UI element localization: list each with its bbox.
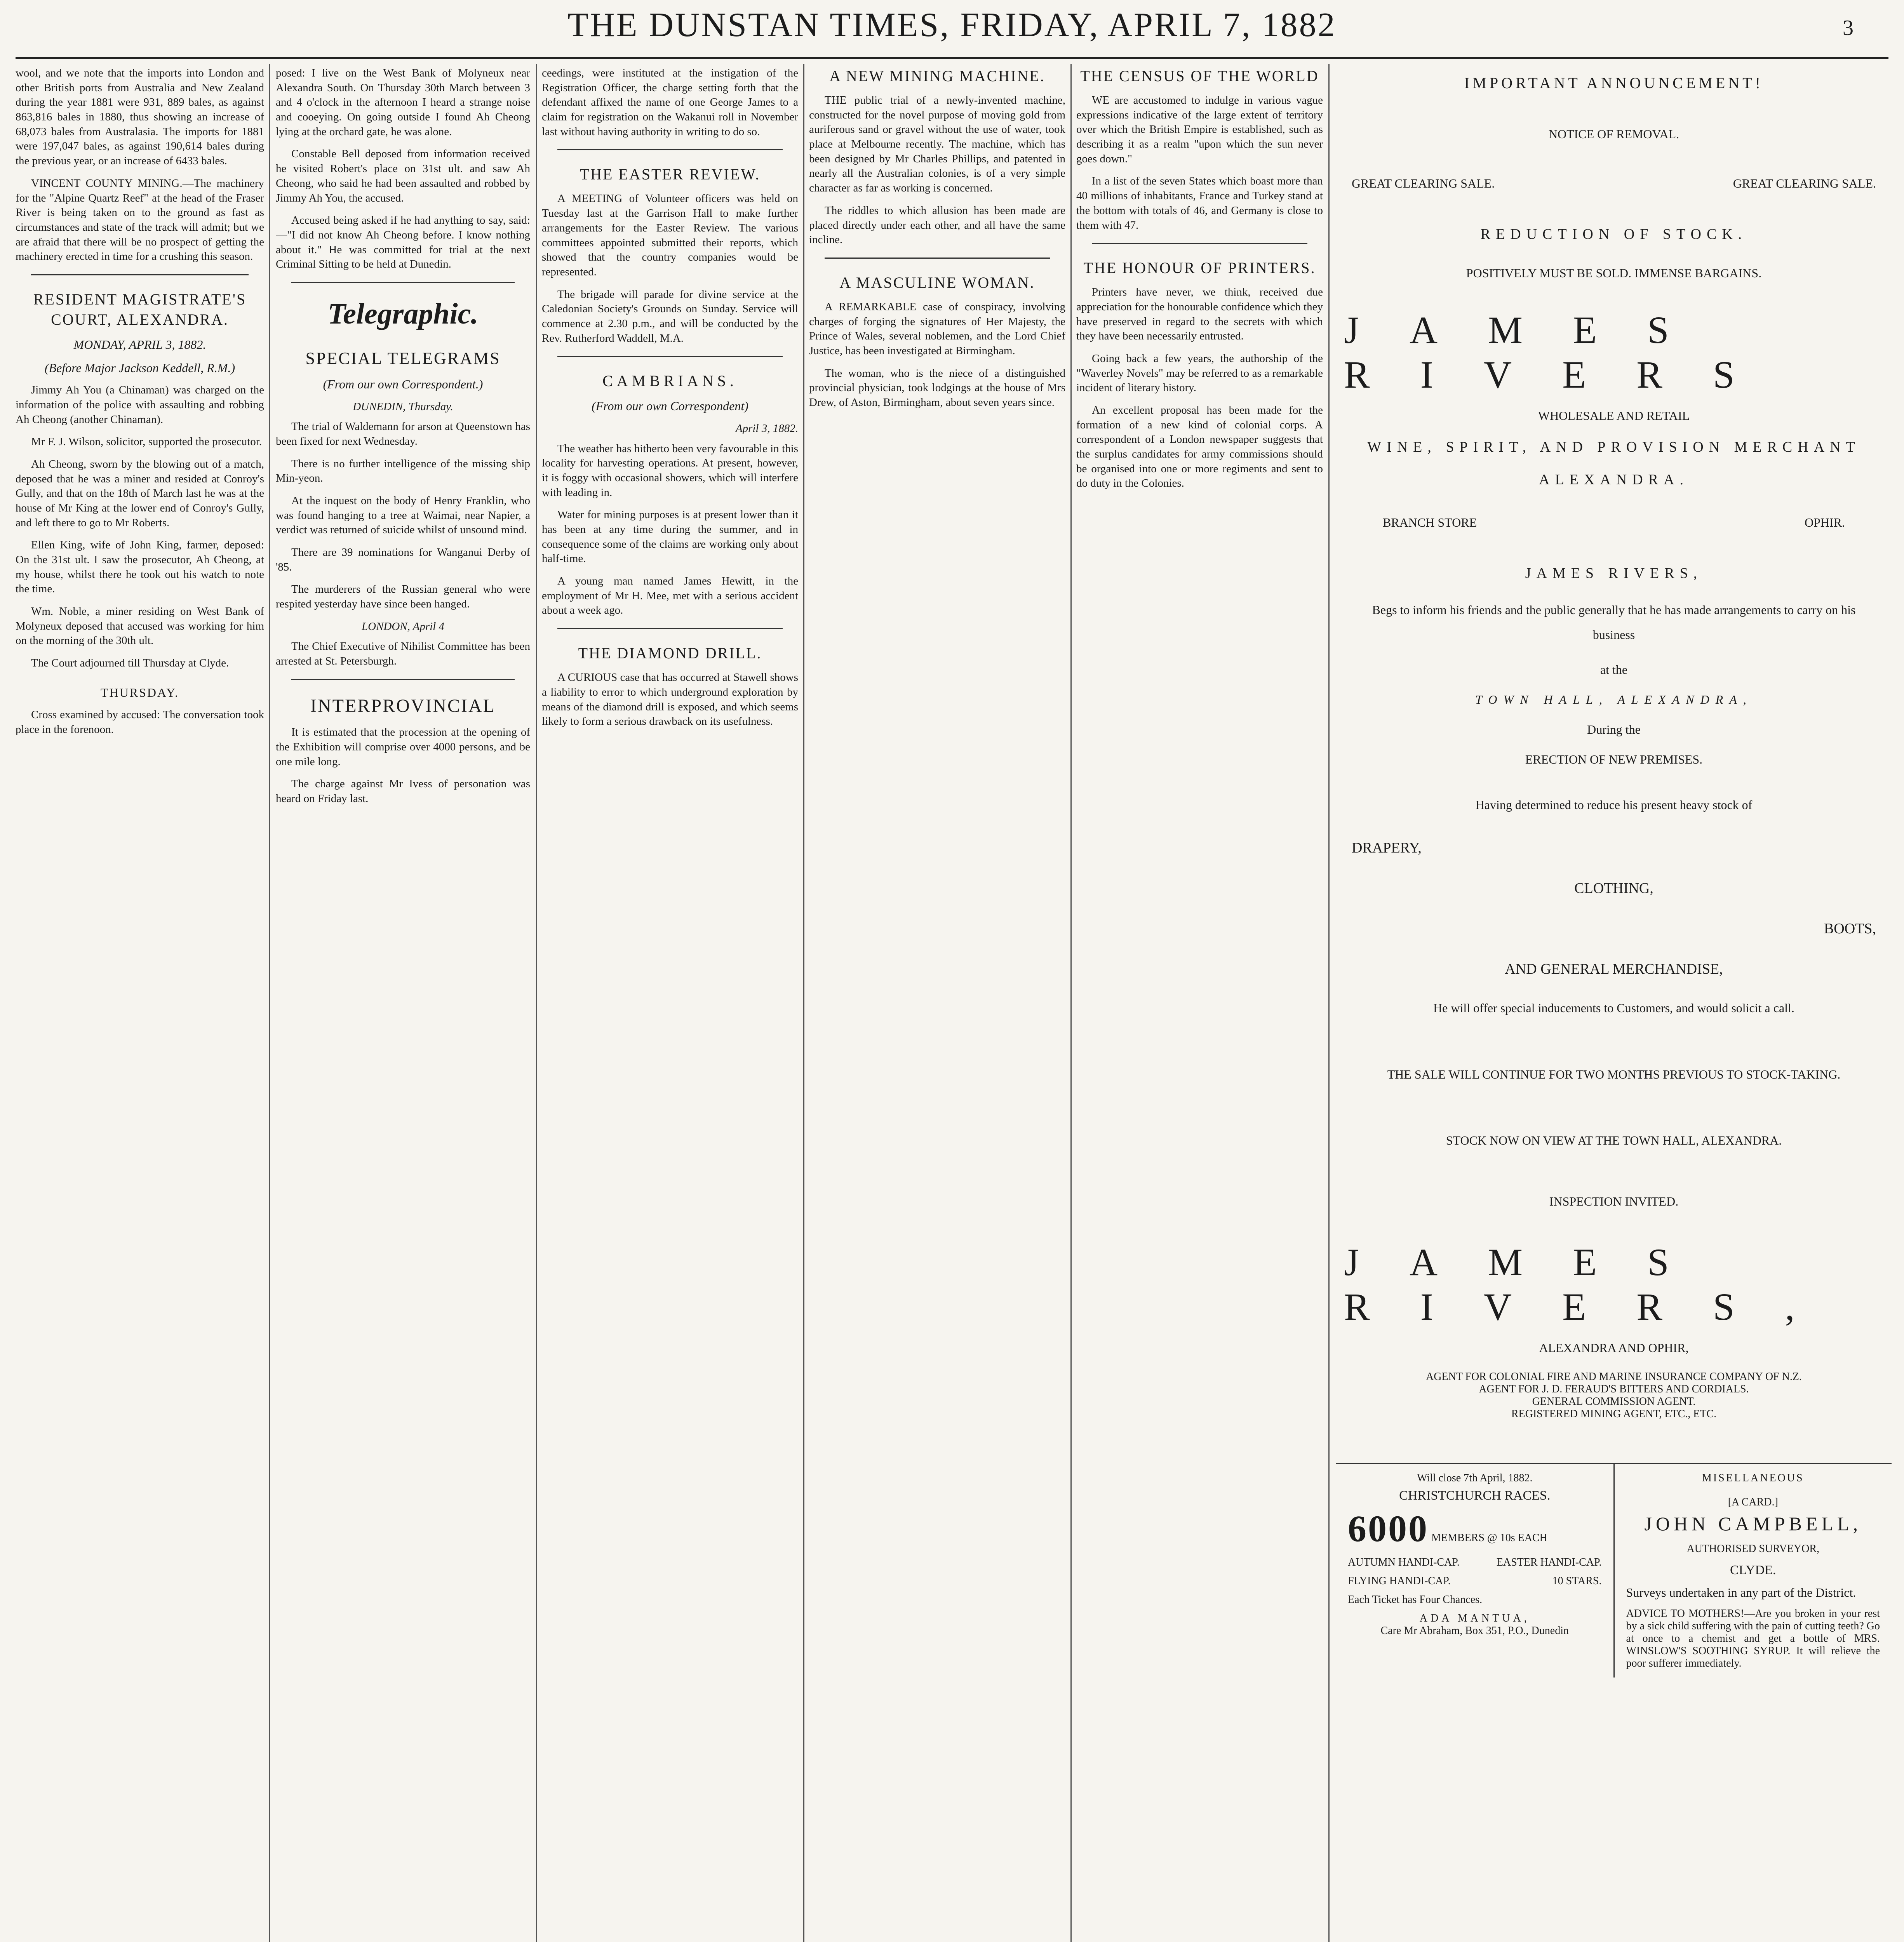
races-handicaps-2 xyxy=(1348,1575,1602,1587)
reduction-heading: REDUCTION OF STOCK. xyxy=(1480,226,1747,242)
inducements-line: He will offer special inducements to Customers, and would solicit a call. xyxy=(1433,1001,1794,1015)
merchant-name-large: JAMES RIVERS xyxy=(1344,308,1785,396)
merchant-name: JAMES RIVERS, xyxy=(1525,565,1703,581)
having-line: Having determined to reduce his present heavy stock of xyxy=(1475,798,1753,812)
page-number: 3 xyxy=(1843,16,1854,40)
column-divider xyxy=(1070,64,1072,1942)
races-address: Care Mr Abraham, Box 351, P.O., Dunedin xyxy=(1380,1625,1569,1637)
section-divider xyxy=(31,274,249,275)
article-paragraph: THE public trial of a newly-invented machine, constructed for the novel purpose of moving gold from auriferous sand or gravel without the use of water, took place at Melbourne recently. The machine, which has been designed by Mr Charles Phillips, and patented in nearly all the Australian colonies, is of a very simple character as far as working is concerned. xyxy=(809,94,1065,195)
branch-store-ophir: OPHIR. xyxy=(1804,515,1845,529)
article-paragraph: The weather has hitherto been very favourable in this locality for harvesting operations. At present, however, it is foggy with occasional showers, which will interfere with leading in. xyxy=(542,442,798,499)
agent-line: GENERAL COMMISSION AGENT. xyxy=(1532,1396,1696,1408)
article-paragraph: An excellent proposal has been made for the formation of a new kind of colonial corps. A correspondent of a London newspaper suggests that the surplus candidates for army commissions should be organised into one or more regiments and sent to do duty in the Colonies. xyxy=(1076,404,1323,490)
article-paragraph: VINCENT COUNTY MINING.—The machinery for the "Alpine Quartz Reef" at the head of the Fraser River is being taken on to the ground as fast as circumstances and state of the track will admit; but we are afraid that there will be no prospect of getting the machinery erected in time for a crushing this season. xyxy=(16,177,264,263)
article-paragraph: The Court adjourned till Thursday at Clyde. xyxy=(31,657,229,670)
alexandra-ophir-line: ALEXANDRA AND OPHIR, xyxy=(1539,1341,1689,1355)
article-paragraph: A CURIOUS case that has occurred at Stawell shows a liability to error to which underground exploration by means of the diamond drill is exposed, and which seems likely to form a serious drawback on its usefulness. xyxy=(542,671,798,728)
classified-boxes xyxy=(1336,1463,1892,1677)
stock-view-line: STOCK NOW ON VIEW AT THE TOWN HALL, ALEXANDRA. xyxy=(1446,1133,1782,1147)
clearing-sale-row xyxy=(1352,176,1876,191)
races-advertisement xyxy=(1336,1464,1615,1677)
races-big-number: 6000 xyxy=(1348,1508,1429,1549)
article-paragraph: WE are accustomed to indulge in various vague expressions indicative of the large extent of territory over which the British Empire is established, such as describing it as a realm "upon which the sun never goes down." xyxy=(1076,94,1323,165)
erection-line: ERECTION OF NEW PREMISES. xyxy=(1525,752,1703,766)
section-divider xyxy=(291,282,515,283)
agent-line: AGENT FOR COLONIAL FIRE AND MARINE INSURANCE COMPANY OF N.Z. xyxy=(1426,1371,1802,1383)
article-paragraph: The riddles to which allusion has been made are placed directly under each other, and all have the same incline. xyxy=(809,204,1065,246)
dateline-dunedin: DUNEDIN, Thursday. xyxy=(353,400,453,413)
wholesale-line: WHOLESALE AND RETAIL xyxy=(1538,409,1690,423)
removal-notice: NOTICE OF REMOVAL. xyxy=(1548,127,1679,141)
clothing-line: CLOTHING, xyxy=(1574,880,1653,896)
surveyor-name: JOHN CAMPBELL, xyxy=(1644,1513,1862,1535)
merchant-name-large: JAMES RIVERS, xyxy=(1344,1241,1845,1328)
column-divider xyxy=(1328,64,1330,1942)
at-the-line: at the xyxy=(1600,663,1628,677)
article-paragraph: ceedings, were instituted at the instigation of the Registration Officer, the charge setting forth that the defendant affixed the name of one George James to a claim for registration on the Wakanui roll in November last without having authority in writing to do so. xyxy=(542,67,798,138)
column-1 xyxy=(16,66,264,1942)
correspondent-note: (From our own Correspondent.) xyxy=(323,377,483,391)
inspection-line: INSPECTION INVITED. xyxy=(1549,1194,1679,1208)
during-line: During the xyxy=(1587,722,1641,736)
column-divider xyxy=(269,64,270,1942)
races-each: Each Ticket has Four Chances. xyxy=(1348,1594,1483,1606)
surveyor-note: Surveys undertaken in any part of the District. xyxy=(1626,1585,1856,1599)
easter-review-heading: THE EASTER REVIEW. xyxy=(580,165,761,183)
announcement-heading: IMPORTANT ANNOUNCEMENT! xyxy=(1464,74,1763,92)
agent-line: AGENT FOR J. D. FERAUD'S BITTERS AND CORDIALS. xyxy=(1479,1383,1749,1395)
subheading-thursday: THURSDAY. xyxy=(100,685,179,700)
article-paragraph: The brigade will parade for divine service at the Caledonian Society's Grounds on Sunday. Service will commence at 2.30 p.m., and will be conducted by the Rev. Rutherford Waddell, M.A. xyxy=(542,288,798,345)
article-paragraph: Mr F. J. Wilson, solicitor, supported the prosecutor. xyxy=(31,435,262,448)
branch-store-label: BRANCH STORE xyxy=(1383,515,1477,529)
clearing-sale-right: GREAT CLEARING SALE. xyxy=(1733,176,1876,190)
section-divider xyxy=(291,679,515,680)
miscellaneous-advertisement xyxy=(1615,1464,1892,1677)
telegram-item: The murderers of the Russian general who were respited yesterday have since been hanged. xyxy=(276,583,530,611)
telegram-item: The trial of Waldemann for arson at Queenstown has been fixed for next Wednesday. xyxy=(276,420,530,447)
races-title: CHRISTCHURCH RACES. xyxy=(1399,1488,1551,1503)
section-divider xyxy=(557,356,783,357)
article-paragraph: A MEETING of Volunteer officers was held on Tuesday last at the Garrison Hall to make further arrangements for the Easter Review. The various committees appointed submitted their reports, which showed that the country companies would be represented. xyxy=(542,192,798,278)
races-easter: EASTER HANDI-CAP. xyxy=(1496,1556,1602,1568)
town-hall-line: TOWN HALL, ALEXANDRA, xyxy=(1475,693,1753,706)
article-paragraph: In a list of the seven States which boast more than 40 millions of inhabitants, France and Turkey stand at the bottom with totals of 46, and Germany is close to them with 47. xyxy=(1076,175,1323,231)
telegram-item: At the inquest on the body of Henry Franklin, who was found hanging to a tree at Waimai, near Napier, a verdict was returned of suicide whilst of unsound mind. xyxy=(276,494,530,536)
masthead-title: THE DUNSTAN TIMES, FRIDAY, APRIL 7, 1882 xyxy=(567,6,1337,44)
masculine-woman-heading: A MASCULINE WOMAN. xyxy=(839,273,1035,291)
section-divider xyxy=(1092,243,1307,244)
article-paragraph: A young man named James Hewitt, in the employment of Mr H. Mee, met with a serious accident about a week ago. xyxy=(542,575,798,617)
telegraphic-heading: Telegraphic. xyxy=(327,297,479,330)
telegram-item: The charge against Mr Ivess of personation was heard on Friday last. xyxy=(276,778,530,805)
census-heading: THE CENSUS OF THE WORLD xyxy=(1080,67,1319,85)
diamond-drill-heading: THE DIAMOND DRILL. xyxy=(578,644,762,662)
races-members-row xyxy=(1348,1507,1602,1550)
correspondent-note: (From our own Correspondent) xyxy=(592,399,748,413)
races-flying: FLYING HANDI-CAP. xyxy=(1348,1575,1451,1587)
column-3 xyxy=(542,66,798,1942)
court-presiding: (Before Major Jackson Keddell, R.M.) xyxy=(44,360,235,375)
special-telegrams-heading: SPECIAL TELEGRAMS xyxy=(305,348,501,368)
cambrians-heading: CAMBRIANS. xyxy=(602,372,738,390)
column-divider xyxy=(803,64,804,1942)
begs-notice: Begs to inform his friends and the public generally that he has made arrangements to carry on his business xyxy=(1372,603,1856,642)
telegram-item: There is no further intelligence of the missing ship Min-yeon. xyxy=(276,457,530,485)
masthead-bar xyxy=(0,0,1904,62)
article-paragraph: Ellen King, wife of John King, farmer, deposed: On the 31st ult. I saw the prosecutor, Ah Cheong, at my house, whilst there he took out his watch to note the time. xyxy=(16,539,264,595)
honour-printers-heading: THE HONOUR OF PRINTERS. xyxy=(1083,259,1316,277)
boots-line: BOOTS, xyxy=(1824,921,1876,937)
agent-line: REGISTERED MINING AGENT, ETC., ETC. xyxy=(1511,1408,1717,1420)
mining-machine-heading: A NEW MINING MACHINE. xyxy=(829,67,1045,85)
merchant-town: ALEXANDRA. xyxy=(1539,472,1689,488)
section-divider xyxy=(557,628,783,629)
merchandise-line: AND GENERAL MERCHANDISE, xyxy=(1505,961,1723,977)
article-paragraph: Cross examined by accused: The conversation took place in the forenoon. xyxy=(16,708,264,736)
clearing-sale-left: GREAT CLEARING SALE. xyxy=(1352,176,1495,190)
court-date: MONDAY, APRIL 3, 1882. xyxy=(73,337,206,352)
section-divider xyxy=(825,258,1050,259)
bargains-line: POSITIVELY MUST BE SOLD. IMMENSE BARGAINS. xyxy=(1466,266,1762,280)
column-divider xyxy=(536,64,537,1942)
telegram-item: It is estimated that the procession at the opening of the Exhibition will comprise over 4000 persons, and be one mile long. xyxy=(276,726,530,768)
article-paragraph: Jimmy Ah You (a Chinaman) was charged on the information of the police with assaulting and robbing Ah Cheong (another Chinaman). xyxy=(16,384,264,426)
article-paragraph: Ah Cheong, sworn by the blowing out of a match, deposed that he was a miner and resided at Conroy's Gully, and that on the 18th of March last he was at the house of Mr King at the lower end of Conroy's Gully, and left there to go to Mr Roberts. xyxy=(16,458,264,529)
races-stars: 10 STARS. xyxy=(1552,1575,1602,1587)
column-4 xyxy=(809,66,1065,1942)
telegram-item: The Chief Executive of Nihilist Committee has been arrested at St. Petersburgh. xyxy=(276,640,530,668)
article-paragraph: wool, and we note that the imports into London and other British ports from Australia and New Zealand during the year 1881 were 931, 889 bales, as against 863,816 bales in 1880, thus showing an increase of 68,073 bales from Australasia. The imports for 1881 were 197,047 bales, as against 190,614 bales during the previous year, or an increase of 6433 bales. xyxy=(16,67,264,167)
advertisement-column xyxy=(1336,66,1892,1942)
article-paragraph: posed: I live on the West Bank of Molyneux near Alexandra South. On Thursday 30th March between 3 and 4 o'clock in the afternoon I heard a strange noise and cooeying. On going outside I found Ah Cheong lying at the orchard gate, he was alone. xyxy=(276,67,530,138)
surveyor-title: AUTHORISED SURVEYOR, xyxy=(1686,1543,1820,1555)
card-label: [A CARD.] xyxy=(1728,1496,1778,1508)
races-agent: ADA MANTUA, xyxy=(1419,1612,1530,1624)
article-paragraph: Accused being asked if he had anything to say, said:—"I did not know Ah Cheong before. I know nothing about it." He was committed for trial at the next Criminal Sitting to be held at Dunedin. xyxy=(276,214,530,271)
drapery-line: DRAPERY, xyxy=(1352,840,1422,856)
mothers-advice: ADVICE TO MOTHERS!—Are you broken in your rest by a sick child suffering with the pain of cutting teeth? Go at once to a chemist and get a bottle of MRS. WINSLOW'S SOOTHING SYRUP. It will relieve the poor sufferer immediately. xyxy=(1626,1608,1880,1669)
races-handicaps xyxy=(1348,1556,1602,1569)
article-paragraph: Water for mining purposes is at present lower than it has been at any time during the summer, and in consequence some of the claims are working only about half-time. xyxy=(542,508,798,565)
races-members: MEMBERS @ 10s EACH xyxy=(1431,1532,1547,1544)
races-autumn: AUTUMN HANDI-CAP. xyxy=(1348,1556,1460,1568)
article-paragraph: Constable Bell deposed from information received he visited Robert's place on 31st ult. and saw Ah Cheong, who said he had been assaulted and robbed by Jimmy Ah You, the accused. xyxy=(276,148,530,204)
court-heading: RESIDENT MAGISTRATE'S COURT, ALEXANDRA. xyxy=(33,290,247,328)
sale-continue-line: THE SALE WILL CONTINUE FOR TWO MONTHS PREVIOUS TO STOCK-TAKING. xyxy=(1387,1067,1841,1081)
section-divider xyxy=(557,149,783,150)
article-paragraph: Going back a few years, the authorship of the "Waverley Novels" may be referred to as a remarkable incident of literary history. xyxy=(1076,352,1323,394)
interprovincial-heading: INTERPROVINCIAL xyxy=(310,695,496,716)
article-paragraph: A REMARKABLE case of conspiracy, involving charges of forging the signatures of Her Majesty, the Prince of Wales, several noblemen, and the Lord Chief Justice, has been investigated at Birmingham. xyxy=(809,300,1065,357)
header-rule xyxy=(16,57,1888,59)
article-paragraph: Printers have never, we think, received due appreciation for the honourable confidence which they have preserved in regard to the secrets with which they have been necessarily entrusted. xyxy=(1076,286,1323,343)
dateline-cambrians: April 3, 1882. xyxy=(735,422,798,435)
column-2 xyxy=(276,66,530,1942)
merchant-trade-line: WINE, SPIRIT, AND PROVISION MERCHANT xyxy=(1367,439,1860,455)
article-paragraph: Wm. Noble, a miner residing on West Bank of Molyneux deposed that accused was working for him on the morning of the 30th ult. xyxy=(16,605,264,647)
dateline-london: LONDON, April 4 xyxy=(362,620,444,633)
races-close: Will close 7th April, 1882. xyxy=(1417,1472,1533,1484)
branch-store-row xyxy=(1383,515,1845,530)
article-paragraph: The woman, who is the niece of a distinguished provincial physician, took lodgings at the house of Mrs Drew, of Aston, Birmingham, about seven years since. xyxy=(809,367,1065,409)
misc-heading: MISELLANEOUS xyxy=(1702,1472,1804,1484)
column-5 xyxy=(1076,66,1323,1942)
telegram-item: There are 39 nominations for Wanganui Derby of '85. xyxy=(276,546,530,573)
surveyor-town: CLYDE. xyxy=(1730,1563,1776,1577)
